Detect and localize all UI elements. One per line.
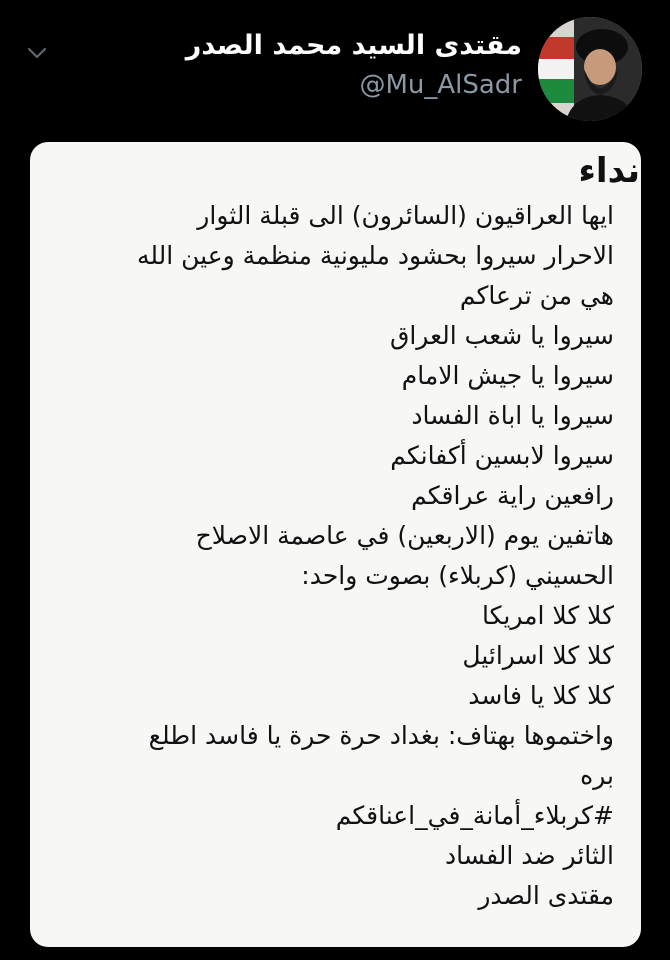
text-line: هي من ترعاكم: [459, 281, 614, 310]
text-line: ايها العراقيون (السائرون) الى قبلة الثوار: [197, 201, 614, 230]
text-line: كلا كلا اسرائيل: [462, 641, 614, 670]
signature-line: مقتدى الصدر: [478, 881, 614, 910]
text-line: سيروا يا شعب العراق: [389, 321, 614, 350]
post-body: [54, 196, 614, 916]
display-name[interactable]: مقتدى السيد محمد الصدر: [185, 30, 522, 61]
avatar[interactable]: [538, 17, 642, 121]
post-title: نداء: [578, 151, 640, 191]
text-line: واختموها بهتاف: بغداد حرة حرة يا فاسد اطلع: [148, 721, 614, 750]
text-line: هاتفين يوم (الاربعين) في عاصمة الاصلاح: [195, 521, 614, 550]
text-line: كلا كلا امريكا: [481, 601, 614, 630]
text-line: كلا كلا يا فاسد: [468, 681, 614, 710]
chevron-down-icon[interactable]: [26, 42, 48, 64]
text-line: سيروا يا اباة الفساد: [411, 401, 614, 430]
text-line: الحسيني (كربلاء) بصوت واحد:: [301, 561, 614, 590]
text-line: سيروا لابسين أكفانكم: [390, 441, 614, 470]
hashtag-link[interactable]: #كربلاء_أمانة_في_اعناقكم: [335, 801, 614, 830]
text-line: بره: [580, 761, 614, 790]
user-handle[interactable]: @Mu_AlSadr: [359, 70, 522, 100]
text-line: الاحرار سيروا بحشود مليونية منظمة وعين الله: [136, 241, 614, 270]
profile-photo: [538, 17, 642, 121]
text-line: الثائر ضد الفساد: [445, 841, 614, 870]
text-line: رافعين راية عراقكم: [411, 481, 614, 510]
text-line: سيروا يا جيش الامام: [401, 361, 614, 390]
tweet-header: [0, 0, 670, 125]
